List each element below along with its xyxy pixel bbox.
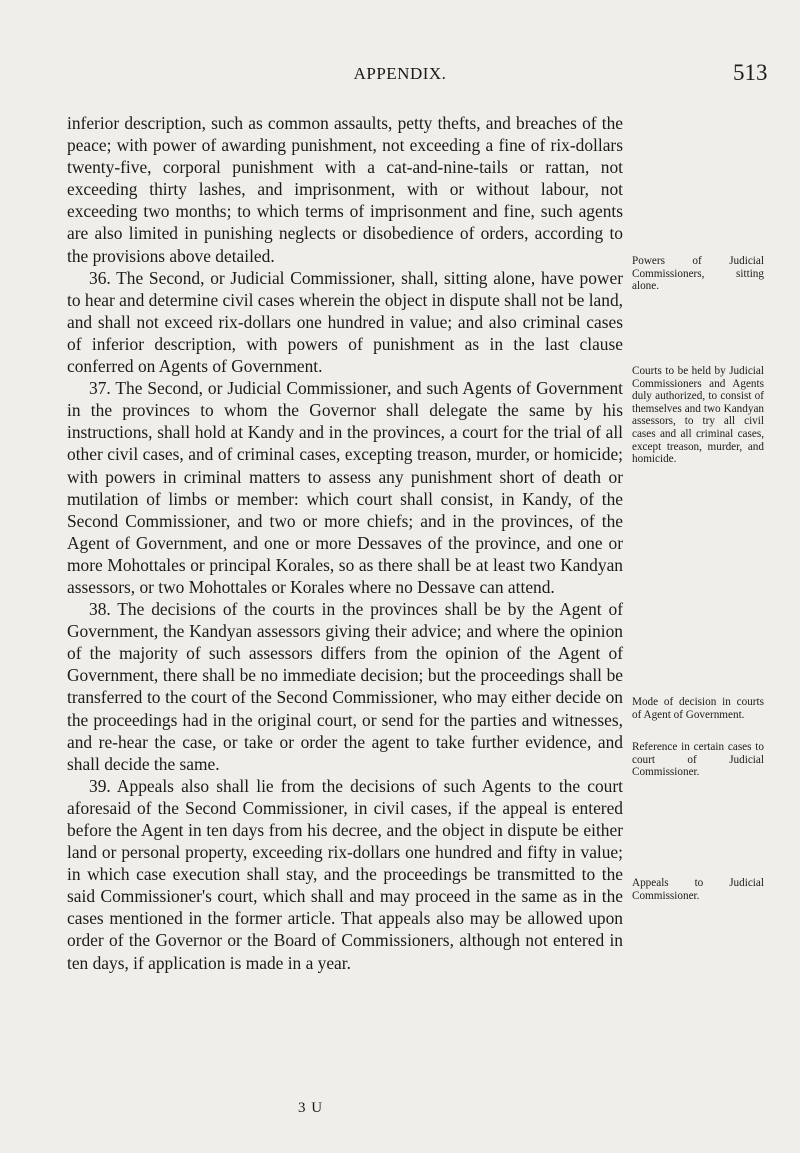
margin-note-appeals: Appeals to Judicial Commissioner.: [632, 877, 764, 902]
paragraph-37: 37. The Second, or Judicial Commissioner, and such Agents of Government in the provinces to whom the Governor shall delegate the same by his instructions, shall hold at Kandy and in the provinces, a court for the trial of all other civil cases, and of criminal cases, excepting treason, murder, or homicide; with powers in criminal matters to assess any punishment short of death or mutilation of limbs or member: which court shall consist, in Kandy, of the Second Commissioner, and two or more chiefs; and in the provinces, of the Agent of Government, and one or more Dessaves of the province, and one or more Mohottales or principal Korales, so as there shall be at least two Kandyan assessors, or two Mohottales or Korales where no Dessave can attend.: [67, 378, 623, 597]
margin-note-powers: Powers of Judicial Commissioners, sitting alone.: [632, 255, 764, 293]
margin-note-reference: Reference in certain cases to court of Judicial Commissioner.: [632, 741, 764, 779]
signature-mark: 3 U: [298, 1100, 324, 1116]
running-header: APPENDIX.: [353, 64, 447, 83]
paragraph-36: 36. The Second, or Judicial Commissioner, shall, sitting alone, have power to hear and determine civil cases wherein the object in dispute shall not be land, and shall not exceed rix-dollars one hundred in value; and also criminal cases of inferior description, with powers of punishment as in the last clause conferred on Agents of Government.: [67, 267, 623, 377]
paragraph-continuation: inferior description, such as common assaults, petty thefts, and breaches of the peace; with power of awarding punishment, not exceeding a fine of rix-dollars twenty-five, corporal punishment with a cat-and-nine-tails or rattan, not exceeding thirty lashes, and imprisonment, with or without labour, not exceeding two months; to which terms of imprisonment and fine, such agents are also limited in punishing neglects or disobedience of orders, according to the provisions above detailed.: [67, 113, 623, 266]
page-number: 513: [733, 60, 768, 85]
paragraph-39: 39. Appeals also shall lie from the decisions of such Agents to the court aforesaid of the Second Commissioner, in civil cases, if the appeal is entered before the Agent in ten days from his decree, and the object in dispute be either land or personal property, exceeding rix-dollars one hundred and fifty in value; in which case execution shall stay, and the proceedings be transmitted to the said Commissioner's court, which shall and may proceed in the same as in the cases mentioned in the former article. That appeals also may be allowed upon order of the Governor or the Board of Commissioners, although not entered in ten days, if application is made in a year.: [67, 775, 623, 973]
margin-note-courts: Courts to be held by Judicial Commissioners and Agents duly authorized, to consist of themselves and two Kandyan assessors, to try all civil cases and all criminal cases, except treason, murder, and homicide.: [632, 365, 764, 466]
main-text: [67, 112, 623, 974]
paragraph-38: 38. The decisions of the courts in the provinces shall be by the Agent of Government, the Kandyan assessors giving their advice; and where the opinion of the majority of such assessors differs from the opinion of the Agent of Government, there shall be no immediate decision; but the proceedings shall be transferred to the court of the Second Commissioner, who may either decide on the proceedings had in the original court, or send for the parties and witnesses, and re-hear the case, or take or order the agent to take further evidence, and shall decide the same.: [67, 599, 623, 774]
margin-note-mode-of-decision: Mode of decision in courts of Agent of Government.: [632, 696, 764, 721]
